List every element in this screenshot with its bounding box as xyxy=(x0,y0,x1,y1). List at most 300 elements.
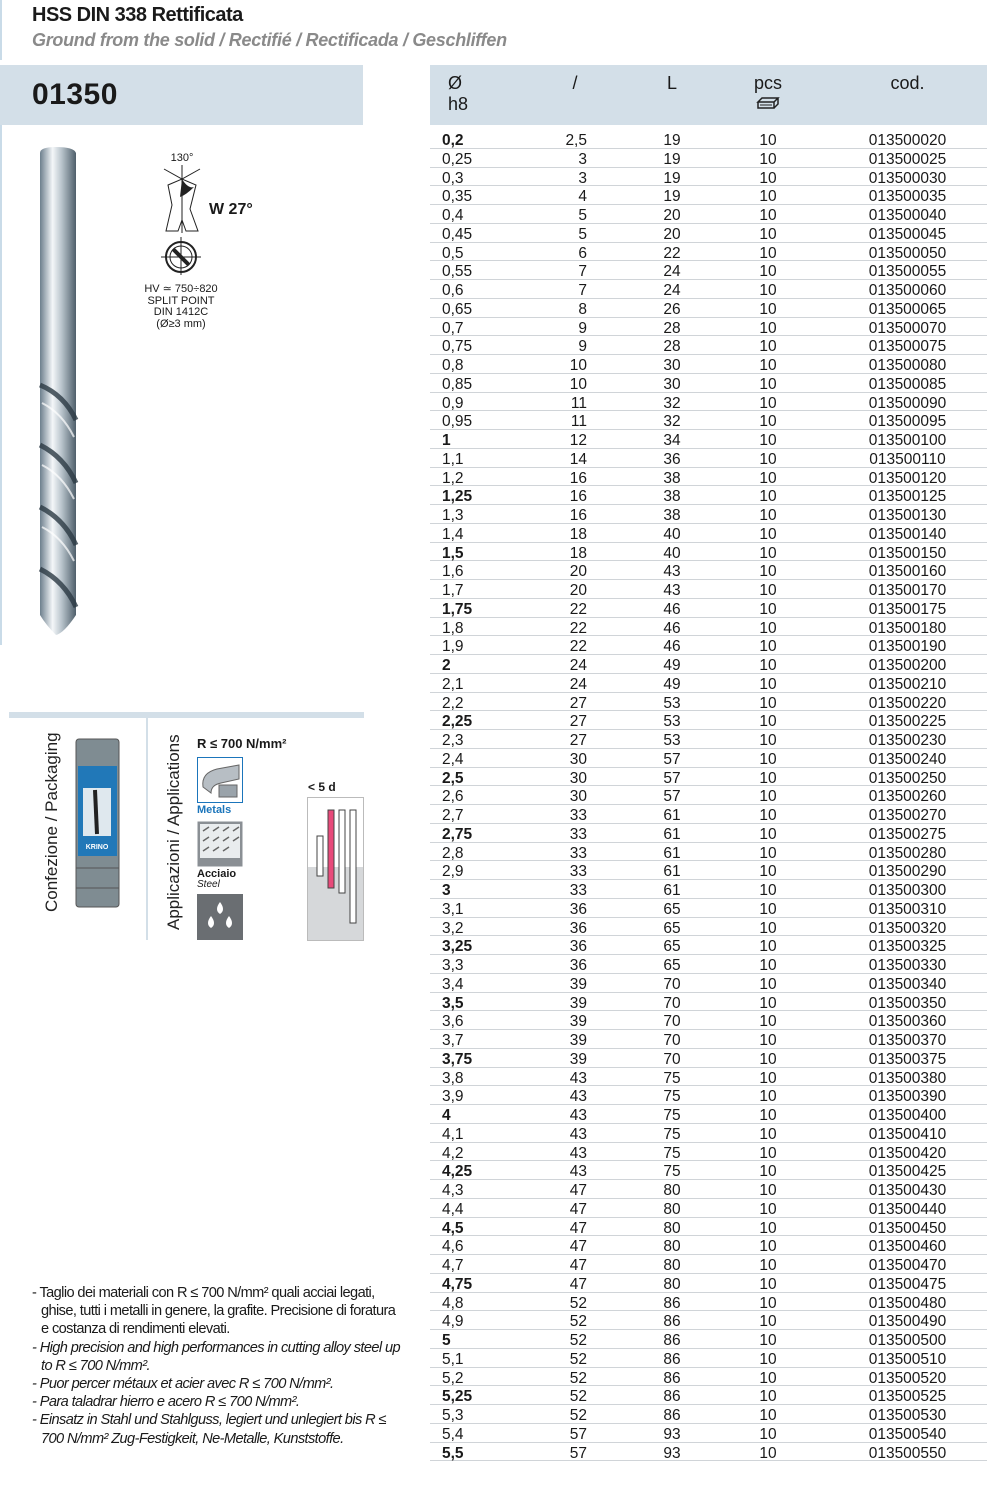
flute-length-cell: 39 xyxy=(569,975,587,993)
pieces-cell: 10 xyxy=(759,1032,777,1049)
table-row xyxy=(430,730,987,749)
table-row xyxy=(430,243,987,262)
length-cell: 65 xyxy=(663,919,681,937)
flute-length-cell: 57 xyxy=(569,1425,587,1443)
diameter-cell: 2,2 xyxy=(442,694,464,712)
code-cell: 013500310 xyxy=(868,900,947,918)
coolant-drops-icon xyxy=(197,894,243,940)
pieces-cell: 10 xyxy=(759,657,777,674)
length-cell: 53 xyxy=(663,713,681,731)
pieces-cell: 10 xyxy=(759,975,777,993)
table-row xyxy=(430,824,987,843)
code-cell: 013500220 xyxy=(868,694,947,712)
table-row xyxy=(430,280,987,299)
flute-length-cell: 3 xyxy=(578,150,587,168)
length-cell: 19 xyxy=(663,150,681,168)
flute-length-cell: 43 xyxy=(569,1125,587,1143)
pieces-cell: 10 xyxy=(759,244,777,262)
pieces-cell: 10 xyxy=(759,1088,777,1106)
code-cell: 013500430 xyxy=(868,1182,947,1199)
diameter-cell: 0,85 xyxy=(442,375,473,393)
diameter-cell: 0,45 xyxy=(442,225,473,243)
brand-logo: KRINO xyxy=(85,844,109,851)
code-cell: 013500480 xyxy=(868,1294,947,1312)
depth-limit: < 5 d xyxy=(308,780,336,794)
flute-length-cell: 43 xyxy=(569,1163,587,1181)
pieces-cell: 10 xyxy=(759,225,777,243)
flute-length-cell: 36 xyxy=(569,919,587,937)
flute-length-cell: 20 xyxy=(569,563,587,581)
length-cell: 19 xyxy=(663,169,681,187)
flute-length-cell: 7 xyxy=(578,282,587,299)
flute-length-cell: 52 xyxy=(569,1332,587,1349)
flute-length-cell: 10 xyxy=(569,357,587,374)
diameter-cell: 3,1 xyxy=(442,900,464,918)
length-cell: 22 xyxy=(663,244,681,262)
diameter-cell: 5,3 xyxy=(442,1407,464,1424)
code-cell: 013500270 xyxy=(868,807,947,824)
flute-length-cell: 16 xyxy=(569,507,587,524)
steel-label-it: Acciaio xyxy=(197,868,237,880)
pieces-cell: 10 xyxy=(759,900,777,918)
table-row xyxy=(430,749,987,768)
table-row xyxy=(430,524,987,543)
code-cell: 013500550 xyxy=(868,1444,947,1462)
table-row xyxy=(430,205,987,224)
diameter-cell: 3,25 xyxy=(442,938,473,956)
length-cell: 24 xyxy=(663,263,681,281)
diameter-cell: 2,6 xyxy=(442,788,464,806)
table-row xyxy=(430,1049,987,1068)
length-cell: 86 xyxy=(663,1388,681,1406)
table-row xyxy=(430,655,987,674)
flute-length-cell: 47 xyxy=(569,1182,587,1199)
diameter-cell: 3,2 xyxy=(442,919,464,937)
code-cell: 013500450 xyxy=(868,1219,947,1237)
table-row xyxy=(430,1143,987,1162)
code-cell: 013500110 xyxy=(869,450,946,468)
diameter-cell: 0,2 xyxy=(442,132,464,149)
length-cell: 80 xyxy=(663,1257,681,1274)
code-cell: 013500475 xyxy=(868,1275,947,1293)
code-cell: 013500170 xyxy=(868,582,947,599)
flute-length-cell: 14 xyxy=(569,450,587,468)
drill-point-diagram xyxy=(158,165,208,275)
diameter-cell: 4,1 xyxy=(442,1125,464,1143)
diameter-cell: 2,5 xyxy=(442,769,464,787)
code-cell: 013500100 xyxy=(868,432,947,449)
table-row xyxy=(430,768,987,787)
table-row xyxy=(430,805,987,824)
diameter-cell: 5,2 xyxy=(442,1369,464,1387)
diameter-cell: 2 xyxy=(442,657,451,674)
table-row xyxy=(430,486,987,505)
table-row xyxy=(430,1105,987,1124)
table-row xyxy=(430,1293,987,1312)
code-cell: 013500360 xyxy=(868,1013,947,1031)
length-cell: 93 xyxy=(663,1425,681,1443)
diameter-cell: 0,55 xyxy=(442,263,473,281)
pieces-cell: 10 xyxy=(759,282,777,299)
code-cell: 013500510 xyxy=(868,1350,947,1368)
pieces-cell: 10 xyxy=(759,357,777,374)
flute-length-cell: 4 xyxy=(578,188,587,206)
pieces-cell: 10 xyxy=(759,919,777,937)
flute-length-cell: 30 xyxy=(569,750,587,768)
table-row xyxy=(430,1274,987,1293)
pieces-cell: 10 xyxy=(759,675,777,693)
code-cell: 013500250 xyxy=(868,769,947,787)
length-cell: 61 xyxy=(663,807,681,824)
code-cell: 013500380 xyxy=(868,1069,947,1087)
code-cell: 013500410 xyxy=(868,1125,947,1143)
flute-length-cell: 33 xyxy=(569,863,587,881)
flute-length-cell: 27 xyxy=(569,713,587,731)
table-row xyxy=(430,149,987,168)
code-cell: 013500470 xyxy=(868,1257,947,1274)
diameter-cell: 0,3 xyxy=(442,169,464,187)
code-cell: 013500045 xyxy=(868,225,947,243)
diameter-cell: 5,5 xyxy=(442,1444,464,1462)
table-row xyxy=(430,1068,987,1087)
flute-length-cell: 57 xyxy=(569,1444,587,1462)
code-cell: 013500095 xyxy=(868,413,947,431)
diameter-cell: 3,7 xyxy=(442,1032,464,1049)
pieces-cell: 10 xyxy=(759,1444,777,1462)
length-cell: 80 xyxy=(663,1200,681,1218)
code-cell: 013500065 xyxy=(868,300,947,318)
diameter-cell: 1,6 xyxy=(442,563,464,581)
table-row xyxy=(430,1199,987,1218)
pieces-cell: 10 xyxy=(759,1200,777,1218)
length-cell: 75 xyxy=(663,1088,681,1106)
flute-length-cell: 9 xyxy=(578,338,587,356)
flute-length-cell: 52 xyxy=(569,1407,587,1424)
steel-label-en: Steel xyxy=(197,879,220,890)
pieces-cell: 10 xyxy=(759,1313,777,1331)
code-cell: 013500520 xyxy=(868,1369,947,1387)
col-pieces: pcs xyxy=(753,73,782,93)
table-row xyxy=(430,993,987,1012)
flute-length-cell: 33 xyxy=(569,807,587,824)
length-cell: 70 xyxy=(663,1050,681,1068)
code-cell: 013500320 xyxy=(868,919,947,937)
flute-length-cell: 11 xyxy=(570,413,587,431)
drill-bit-image xyxy=(34,145,84,635)
pieces-cell: 10 xyxy=(759,188,777,206)
col-length: L xyxy=(666,73,677,93)
diameter-cell: 0,95 xyxy=(442,413,473,431)
code-cell: 013500150 xyxy=(868,544,947,562)
table-row xyxy=(430,1236,987,1255)
flute-length-cell: 43 xyxy=(569,1107,587,1124)
table-row xyxy=(430,393,987,412)
table-row xyxy=(430,561,987,580)
diameter-cell: 3,5 xyxy=(442,994,464,1012)
diameter-cell: 0,65 xyxy=(442,300,473,318)
table-row xyxy=(430,1330,987,1349)
code-cell: 013500390 xyxy=(868,1088,947,1106)
length-cell: 86 xyxy=(663,1369,681,1387)
length-cell: 46 xyxy=(663,619,681,637)
length-cell: 61 xyxy=(663,863,681,881)
flute-length-cell: 27 xyxy=(569,732,587,749)
flute-length-cell: 6 xyxy=(578,244,587,262)
page-border xyxy=(0,0,2,60)
code-cell: 013500540 xyxy=(868,1425,947,1443)
code-cell: 013500400 xyxy=(868,1107,947,1124)
pieces-cell: 10 xyxy=(759,619,777,637)
diameter-cell: 3,75 xyxy=(442,1050,473,1068)
diameter-cell: 4,9 xyxy=(442,1313,464,1331)
length-cell: 61 xyxy=(663,882,681,899)
pieces-cell: 10 xyxy=(759,825,777,843)
table-row xyxy=(430,711,987,730)
diameter-cell: 1,75 xyxy=(442,600,473,618)
length-cell: 19 xyxy=(663,132,681,149)
code-cell: 013500375 xyxy=(868,1050,947,1068)
note-de: - Einsatz in Stahl und Stahlguss, legiert und unlegiert bis R ≤ 700 N/mm² Zug-Festigkeit, Ne-Metalle, Kunststoffe. xyxy=(32,1412,386,1447)
flute-length-cell: 20 xyxy=(569,582,587,599)
code-cell: 013500525 xyxy=(868,1388,947,1406)
length-cell: 36 xyxy=(663,450,681,468)
depth-diagram xyxy=(307,797,364,941)
diameter-cell: 0,5 xyxy=(442,244,464,262)
flute-length-cell: 27 xyxy=(569,694,587,712)
diameter-cell: 0,35 xyxy=(442,188,473,206)
diameter-cell: 2,7 xyxy=(442,807,464,824)
pieces-cell: 10 xyxy=(759,1069,777,1087)
point-angle: 130° xyxy=(170,152,194,164)
pieces-cell: 10 xyxy=(759,338,777,356)
length-cell: 34 xyxy=(663,432,681,449)
table-row xyxy=(430,693,987,712)
flute-length-cell: 39 xyxy=(569,1032,587,1049)
table-row xyxy=(430,899,987,918)
length-cell: 61 xyxy=(663,844,681,862)
flute-length-cell: 22 xyxy=(569,638,587,656)
flute-length-cell: 36 xyxy=(569,900,587,918)
table-row xyxy=(430,955,987,974)
diameter-cell: 4,8 xyxy=(442,1294,464,1312)
length-cell: 20 xyxy=(663,225,681,243)
length-cell: 53 xyxy=(663,732,681,749)
length-cell: 19 xyxy=(663,188,681,206)
pieces-cell: 10 xyxy=(759,1163,777,1181)
pieces-cell: 10 xyxy=(759,713,777,731)
note-en: - High precision and high performances in cutting alloy steel up to R ≤ 700 N/mm². xyxy=(32,1339,401,1374)
pieces-cell: 10 xyxy=(759,938,777,956)
description-notes xyxy=(32,1284,402,1448)
diameter-cell: 0,8 xyxy=(442,357,464,374)
length-cell: 65 xyxy=(663,957,681,974)
diameter-cell: 1,3 xyxy=(442,507,464,524)
diameter-cell: 3,8 xyxy=(442,1069,464,1087)
table-row xyxy=(430,843,987,862)
length-cell: 70 xyxy=(663,994,681,1012)
pieces-cell: 10 xyxy=(759,1144,777,1162)
diameter-cell: 1,8 xyxy=(442,619,464,637)
product-subtitle: Ground from the solid / Rectifié / Rectificada / Geschliffen xyxy=(32,30,507,50)
length-cell: 53 xyxy=(663,694,681,712)
length-cell: 86 xyxy=(663,1313,681,1331)
flute-length-cell: 39 xyxy=(569,1050,587,1068)
code-cell: 013500055 xyxy=(868,263,947,281)
length-cell: 80 xyxy=(663,1275,681,1293)
code-cell: 013500225 xyxy=(868,713,947,731)
length-cell: 86 xyxy=(663,1294,681,1312)
flute-length-cell: 24 xyxy=(569,675,587,693)
diameter-cell: 1,1 xyxy=(442,450,464,468)
code-cell: 013500080 xyxy=(868,357,947,374)
code-cell: 013500330 xyxy=(868,957,947,974)
length-cell: 86 xyxy=(663,1350,681,1368)
length-cell: 86 xyxy=(663,1332,681,1349)
table-header xyxy=(430,65,987,125)
flute-length-cell: 5 xyxy=(578,207,587,224)
length-cell: 49 xyxy=(663,675,681,693)
pieces-cell: 10 xyxy=(759,207,777,224)
packaging-label: Confezione / Packaging xyxy=(42,732,61,912)
table-row xyxy=(430,580,987,599)
pieces-cell: 10 xyxy=(759,957,777,974)
length-cell: 28 xyxy=(663,338,681,356)
table-row xyxy=(430,636,987,655)
length-cell: 75 xyxy=(663,1107,681,1124)
pieces-cell: 10 xyxy=(759,563,777,581)
pieces-cell: 10 xyxy=(759,1107,777,1124)
length-cell: 32 xyxy=(663,413,681,431)
diameter-cell: 2,3 xyxy=(442,732,464,749)
table-row xyxy=(430,261,987,280)
table-row xyxy=(430,599,987,618)
col-diameter: Ø xyxy=(448,73,463,93)
flute-length-cell: 33 xyxy=(569,825,587,843)
table-row xyxy=(430,1368,987,1387)
code-cell: 013500020 xyxy=(868,132,947,149)
diameter-cell: 2,8 xyxy=(442,844,464,862)
flute-length-cell: 47 xyxy=(569,1275,587,1293)
flute-length-cell: 43 xyxy=(569,1088,587,1106)
table-row xyxy=(430,336,987,355)
diameter-cell: 5 xyxy=(442,1332,451,1349)
pieces-cell: 10 xyxy=(759,488,777,506)
flute-length-cell: 47 xyxy=(569,1257,587,1274)
length-cell: 80 xyxy=(663,1182,681,1199)
flute-length-cell: 52 xyxy=(569,1388,587,1406)
col-tolerance: h8 xyxy=(448,94,469,114)
pieces-cell: 10 xyxy=(759,1407,777,1424)
length-cell: 43 xyxy=(663,563,681,581)
steel-icon xyxy=(197,821,243,867)
code-cell: 013500240 xyxy=(868,750,947,768)
length-cell: 26 xyxy=(663,300,681,318)
diameter-cell: 3 xyxy=(442,882,451,899)
page-border xyxy=(0,125,2,645)
code-cell: 013500025 xyxy=(868,150,947,168)
diameter-cell: 0,4 xyxy=(442,207,464,224)
table-row xyxy=(430,880,987,899)
din-standard: DIN 1412C xyxy=(153,306,209,318)
table-row xyxy=(430,1424,987,1443)
flute-length-cell: 16 xyxy=(569,488,587,506)
split-min-diameter: (Ø≥3 mm) xyxy=(156,317,206,330)
pieces-cell: 10 xyxy=(759,994,777,1012)
length-cell: 30 xyxy=(663,375,681,393)
diameter-cell: 2,1 xyxy=(442,675,464,693)
pieces-cell: 10 xyxy=(759,1369,777,1387)
pieces-cell: 10 xyxy=(759,432,777,449)
length-cell: 40 xyxy=(663,525,681,543)
length-cell: 65 xyxy=(663,900,681,918)
code-cell: 013500125 xyxy=(868,488,947,506)
strength-limit: R ≤ 700 N/mm² xyxy=(197,736,287,751)
flute-length-cell: 30 xyxy=(569,788,587,806)
pieces-cell: 10 xyxy=(759,1350,777,1368)
pieces-cell: 10 xyxy=(759,788,777,806)
length-cell: 49 xyxy=(663,657,681,674)
note-fr: - Puor percer métaux et acier avec R ≤ 700 N/mm². xyxy=(32,1376,334,1393)
table-row xyxy=(430,861,987,880)
length-cell: 40 xyxy=(663,544,681,562)
pieces-cell: 10 xyxy=(759,1219,777,1237)
flute-length-cell: 52 xyxy=(569,1313,587,1331)
table-row xyxy=(430,1011,987,1030)
pieces-cell: 10 xyxy=(759,263,777,281)
table-row xyxy=(430,299,987,318)
pieces-cell: 10 xyxy=(759,1182,777,1199)
diameter-cell: 1 xyxy=(442,432,451,449)
flute-length-cell: 8 xyxy=(578,300,587,318)
packaging-tube-image xyxy=(75,738,120,908)
diameter-cell: 4,6 xyxy=(442,1238,464,1256)
table-row xyxy=(430,224,987,243)
table-row xyxy=(430,543,987,562)
code-cell: 013500530 xyxy=(868,1407,947,1424)
flute-length-cell: 2,5 xyxy=(565,132,587,149)
pieces-cell: 10 xyxy=(759,638,777,656)
diameter-cell: 1,4 xyxy=(442,525,464,543)
length-cell: 28 xyxy=(663,319,681,337)
table-row xyxy=(430,1124,987,1143)
table-row xyxy=(430,1030,987,1049)
pieces-cell: 10 xyxy=(759,1238,777,1256)
pieces-cell: 10 xyxy=(759,863,777,881)
pieces-cell: 10 xyxy=(759,150,777,168)
diameter-cell: 5,25 xyxy=(442,1388,473,1406)
code-cell: 013500140 xyxy=(868,525,947,543)
diameter-cell: 3,6 xyxy=(442,1013,464,1031)
table-row xyxy=(430,936,987,955)
table-row xyxy=(430,674,987,693)
flute-length-cell: 12 xyxy=(569,432,587,449)
flute-length-cell: 47 xyxy=(569,1238,587,1256)
diameter-cell: 1,7 xyxy=(442,582,464,599)
flute-length-cell: 36 xyxy=(569,938,587,956)
pieces-cell: 10 xyxy=(759,300,777,318)
length-cell: 86 xyxy=(663,1407,681,1424)
diameter-cell: 4,2 xyxy=(442,1144,464,1162)
table-row xyxy=(430,1255,987,1274)
hardness: HV ≃ 750÷820 xyxy=(144,283,218,295)
table-row xyxy=(430,1405,987,1424)
table-row xyxy=(430,130,987,149)
length-cell: 38 xyxy=(663,488,681,506)
code-cell: 013500090 xyxy=(868,394,947,412)
table-row xyxy=(430,186,987,205)
pieces-cell: 10 xyxy=(759,525,777,543)
code-cell: 013500035 xyxy=(868,188,947,206)
